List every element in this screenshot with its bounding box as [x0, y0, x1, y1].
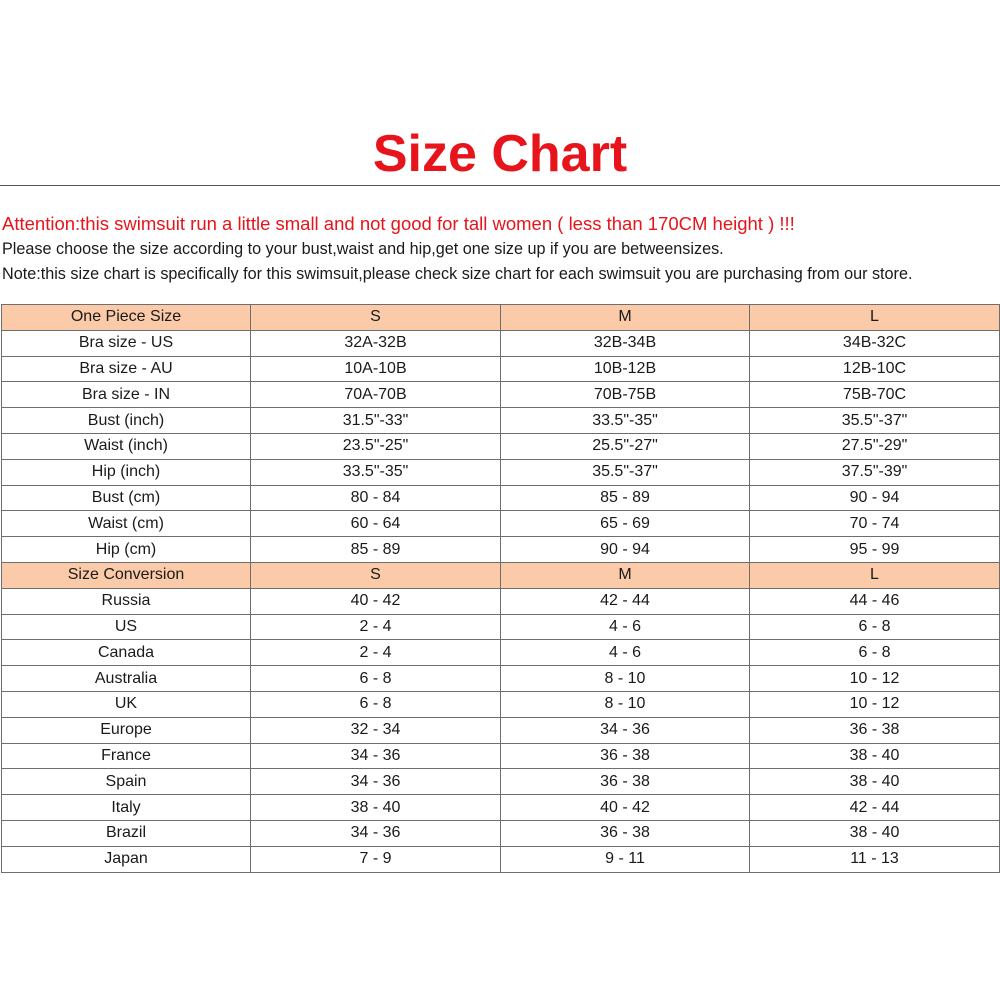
- row-label-cell: Bust (cm): [2, 485, 251, 511]
- size-value-cell: 70B-75B: [501, 382, 750, 408]
- size-value-cell: 10 - 12: [750, 666, 1000, 692]
- size-value-cell: 27.5"-29": [750, 433, 1000, 459]
- row-label-cell: Bust (inch): [2, 408, 251, 434]
- size-value-cell: 2 - 4: [251, 640, 501, 666]
- size-value-cell: 36 - 38: [501, 743, 750, 769]
- size-value-cell: 38 - 40: [750, 743, 1000, 769]
- size-value-cell: 6 - 8: [750, 614, 1000, 640]
- size-value-cell: 32B-34B: [501, 330, 750, 356]
- size-conversion-header-label: Size Conversion: [2, 562, 251, 588]
- size-value-cell: 34 - 36: [501, 717, 750, 743]
- size-value-cell: 60 - 64: [251, 511, 501, 537]
- row-label-cell: Hip (inch): [2, 459, 251, 485]
- size-table: [1, 304, 1000, 873]
- row-label-cell: Spain: [2, 769, 251, 795]
- size-value-cell: 2 - 4: [251, 614, 501, 640]
- row-label-cell: Waist (cm): [2, 511, 251, 537]
- size-value-cell: 44 - 46: [750, 588, 1000, 614]
- size-value-cell: 32A-32B: [251, 330, 501, 356]
- size-value-cell: 90 - 94: [750, 485, 1000, 511]
- one-piece-size-header-row: [2, 305, 1000, 331]
- attention-note: Attention:this swimsuit run a little small and not good for tall women ( less than 170CM height ) !!!: [2, 213, 795, 234]
- size-value-cell: 85 - 89: [251, 537, 501, 563]
- row-label-cell: US: [2, 614, 251, 640]
- size-value-cell: 12B-10C: [750, 356, 1000, 382]
- table-row: [2, 588, 1000, 614]
- size-value-cell: 6 - 8: [750, 640, 1000, 666]
- size-value-cell: 6 - 8: [251, 666, 501, 692]
- size-value-cell: 90 - 94: [501, 537, 750, 563]
- one-piece-size-header-label: One Piece Size: [2, 305, 251, 331]
- size-value-cell: 75B-70C: [750, 382, 1000, 408]
- size-value-cell: 36 - 38: [501, 820, 750, 846]
- size-value-cell: 42 - 44: [750, 795, 1000, 821]
- size-value-cell: 70A-70B: [251, 382, 501, 408]
- size-value-cell: 34B-32C: [750, 330, 1000, 356]
- size-conversion-header-row: [2, 562, 1000, 588]
- table-row: [2, 459, 1000, 485]
- row-label-cell: Japan: [2, 846, 251, 872]
- size-value-cell: 34 - 36: [251, 820, 501, 846]
- size-value-cell: 34 - 36: [251, 769, 501, 795]
- row-label-cell: France: [2, 743, 251, 769]
- size-value-cell: 35.5"-37": [750, 408, 1000, 434]
- size-value-cell: 10A-10B: [251, 356, 501, 382]
- size-column-header: M: [501, 562, 750, 588]
- size-value-cell: 40 - 42: [501, 795, 750, 821]
- table-row: [2, 511, 1000, 537]
- size-value-cell: 6 - 8: [251, 691, 501, 717]
- size-value-cell: 36 - 38: [750, 717, 1000, 743]
- table-row: [2, 485, 1000, 511]
- size-value-cell: 4 - 6: [501, 640, 750, 666]
- size-value-cell: 8 - 10: [501, 691, 750, 717]
- table-row: [2, 846, 1000, 872]
- table-row: [2, 408, 1000, 434]
- row-label-cell: Brazil: [2, 820, 251, 846]
- table-row: [2, 640, 1000, 666]
- table-row: [2, 795, 1000, 821]
- row-label-cell: Bra size - AU: [2, 356, 251, 382]
- size-value-cell: 70 - 74: [750, 511, 1000, 537]
- page-title: Size Chart: [372, 125, 628, 183]
- table-row: [2, 717, 1000, 743]
- size-column-header: M: [501, 305, 750, 331]
- table-row: [2, 769, 1000, 795]
- table-row: [2, 666, 1000, 692]
- table-row: [2, 382, 1000, 408]
- size-column-header: S: [251, 562, 501, 588]
- size-value-cell: 95 - 99: [750, 537, 1000, 563]
- size-value-cell: 11 - 13: [750, 846, 1000, 872]
- size-value-cell: 10 - 12: [750, 691, 1000, 717]
- row-label-cell: Europe: [2, 717, 251, 743]
- table-row: [2, 614, 1000, 640]
- size-value-cell: 7 - 9: [251, 846, 501, 872]
- size-value-cell: 34 - 36: [251, 743, 501, 769]
- size-value-cell: 40 - 42: [251, 588, 501, 614]
- size-value-cell: 4 - 6: [501, 614, 750, 640]
- size-value-cell: 65 - 69: [501, 511, 750, 537]
- size-value-cell: 23.5"-25": [251, 433, 501, 459]
- size-value-cell: 36 - 38: [501, 769, 750, 795]
- row-label-cell: Russia: [2, 588, 251, 614]
- table-row: [2, 356, 1000, 382]
- row-label-cell: UK: [2, 691, 251, 717]
- size-value-cell: 38 - 40: [750, 820, 1000, 846]
- size-value-cell: 37.5"-39": [750, 459, 1000, 485]
- size-value-cell: 31.5"-33": [251, 408, 501, 434]
- size-advice-note: Please choose the size according to your bust,waist and hip,get one size up if you are betweensizes.: [2, 240, 724, 258]
- size-column-header: S: [251, 305, 501, 331]
- size-column-header: L: [750, 562, 1000, 588]
- size-value-cell: 33.5"-35": [251, 459, 501, 485]
- size-chart-disclaimer: Note:this size chart is specifically for this swimsuit,please check size chart for each swimsuit you are purchasing from our store.: [2, 265, 913, 283]
- row-label-cell: Italy: [2, 795, 251, 821]
- size-table-body: [2, 305, 1000, 873]
- title-divider: [0, 185, 1000, 186]
- size-value-cell: 10B-12B: [501, 356, 750, 382]
- table-row: [2, 537, 1000, 563]
- size-value-cell: 35.5"-37": [501, 459, 750, 485]
- size-value-cell: 33.5"-35": [501, 408, 750, 434]
- size-value-cell: 8 - 10: [501, 666, 750, 692]
- row-label-cell: Waist (inch): [2, 433, 251, 459]
- row-label-cell: Australia: [2, 666, 251, 692]
- table-row: [2, 691, 1000, 717]
- row-label-cell: Bra size - IN: [2, 382, 251, 408]
- size-value-cell: 9 - 11: [501, 846, 750, 872]
- table-row: [2, 330, 1000, 356]
- size-value-cell: 38 - 40: [750, 769, 1000, 795]
- size-column-header: L: [750, 305, 1000, 331]
- size-value-cell: 42 - 44: [501, 588, 750, 614]
- row-label-cell: Canada: [2, 640, 251, 666]
- size-value-cell: 38 - 40: [251, 795, 501, 821]
- size-value-cell: 80 - 84: [251, 485, 501, 511]
- row-label-cell: Bra size - US: [2, 330, 251, 356]
- size-value-cell: 85 - 89: [501, 485, 750, 511]
- row-label-cell: Hip (cm): [2, 537, 251, 563]
- size-value-cell: 25.5"-27": [501, 433, 750, 459]
- table-row: [2, 433, 1000, 459]
- table-row: [2, 820, 1000, 846]
- table-row: [2, 743, 1000, 769]
- size-value-cell: 32 - 34: [251, 717, 501, 743]
